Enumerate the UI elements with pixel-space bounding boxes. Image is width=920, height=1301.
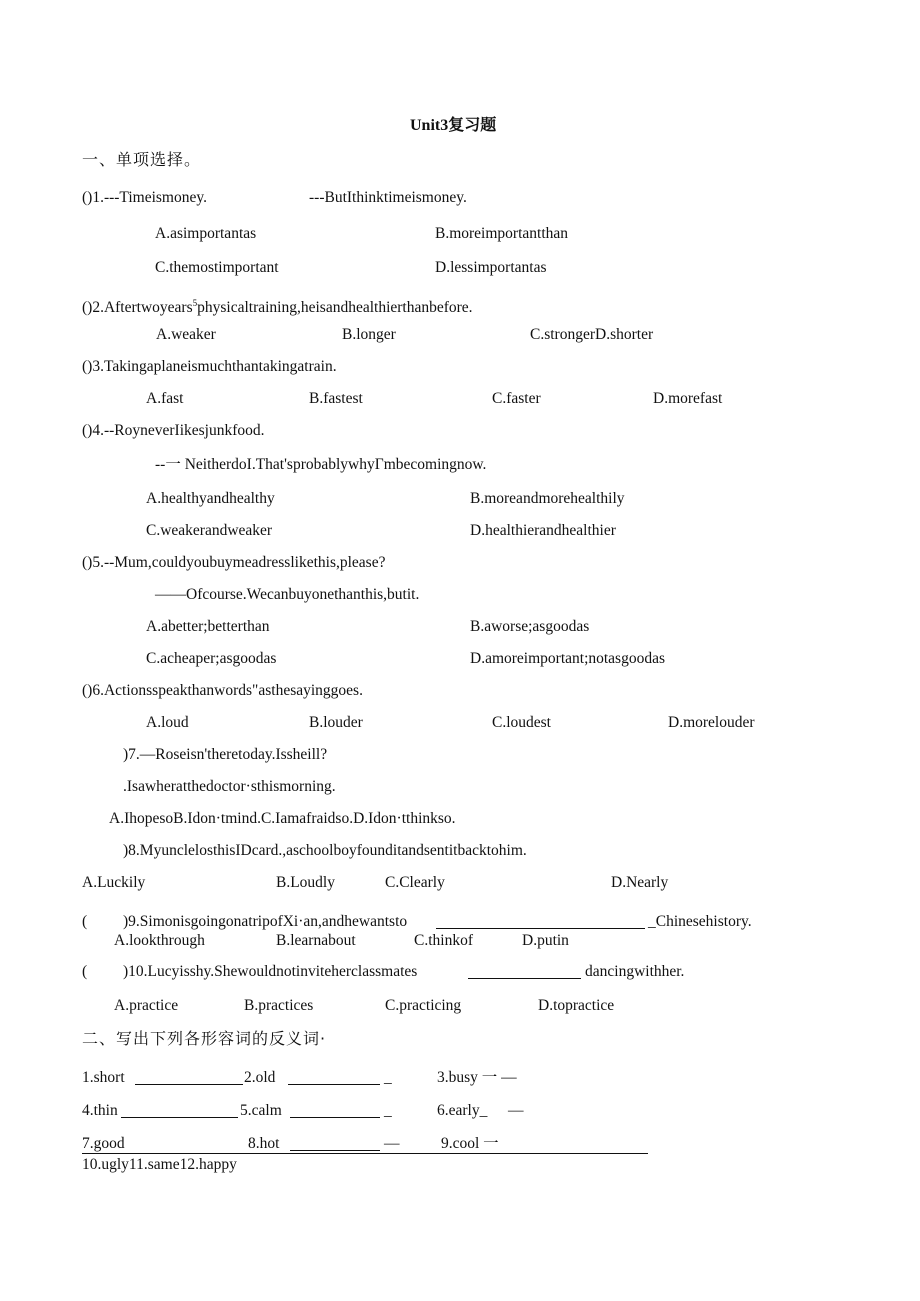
antonym-2-tail: _ [384, 1069, 392, 1086]
q9-option-d: D.putin [522, 932, 569, 949]
q4-option-b: B.moreandmorehealthily [470, 490, 625, 507]
q4-option-a: A.healthyandhealthy [146, 490, 275, 507]
page-title: Unit3复习题 [410, 117, 497, 134]
q4-option-d: D.healthierandhealthier [470, 522, 616, 539]
antonym-5-tail: _ [384, 1102, 392, 1119]
q8-option-c: C.Clearly [385, 874, 445, 891]
q8-stem: )8.MyunclelosthisIDcard.,aschoolboyfounditandsentitbacktohim. [123, 842, 527, 859]
q5-option-b: B.aworse;asgoodas [470, 618, 590, 635]
q10-stem-tail: dancingwithher. [585, 963, 685, 980]
q7-stem: )7.—Roseisn'theretoday.Issheill? [123, 746, 328, 763]
q3-option-a: A.fast [146, 390, 184, 407]
q5-option-a: A.abetter;betterthan [146, 618, 270, 635]
q2-stem [82, 294, 473, 317]
antonym-8-label: 8.hot [248, 1135, 280, 1152]
antonym-8-blank[interactable] [290, 1150, 380, 1151]
q5-stem: ()5.--Mum,couldyoubuymeadresslikethis,please? [82, 554, 386, 571]
antonym-5-blank[interactable] [290, 1117, 380, 1118]
q2-stem-start: ()2.Aftertwoyears [82, 299, 193, 317]
q6-option-d: D.morelouder [668, 714, 755, 731]
q3-option-b: B.fastest [309, 390, 363, 407]
antonym-1-blank[interactable] [135, 1084, 243, 1085]
q9-stem-tail: _Chinesehistory. [648, 913, 752, 930]
antonym-6-tail: — [508, 1102, 524, 1119]
antonym-9-label: 9.cool 一 [441, 1135, 499, 1152]
q1-stem: ()1.---Timeismoney. [82, 189, 207, 206]
q6-option-a: A.loud [146, 714, 189, 731]
q6-option-b: B.louder [309, 714, 363, 731]
q4-reply: --一 NeitherdoI.That'sprobablywhyΓmbecomingnow. [155, 456, 487, 473]
q10-option-a: A.practice [114, 997, 179, 1014]
antonym-2-blank[interactable] [288, 1084, 380, 1085]
q1-reply: ---ButIthinktimeismoney. [309, 189, 467, 206]
q8-option-b: B.Loudly [276, 874, 335, 891]
q9-answer-blank[interactable] [436, 928, 645, 929]
q10-stem: )10.Lucyisshy.Shewouldnotinviteherclassmates [123, 963, 418, 980]
q7-options: A.IhopesoB.Idon·tmind.C.Iamafraidso.D.Idon·tthinkso. [109, 810, 456, 827]
section1-heading: 一、单项选择。 [82, 150, 202, 169]
antonym-5-label: 5.calm [240, 1102, 282, 1119]
q9-option-c: C.thinkof [414, 932, 473, 949]
antonym-6-label: 6.early_ [437, 1102, 488, 1119]
q3-stem: ()3.Takingaplaneismuchthantakingatrain. [82, 358, 337, 375]
q5-option-d: D.amoreimportant;notasgoodas [470, 650, 665, 667]
q2-option-a: A.weaker [156, 326, 216, 343]
antonym-8-tail: — [384, 1135, 400, 1152]
q3-option-d: D.morefast [653, 390, 723, 407]
q1-option-c: C.themostimportant [155, 259, 279, 276]
q9-stem: )9.SimonisgoingonatripofXi·an,andhewantsto [123, 913, 408, 930]
antonym-row3-line[interactable] [82, 1153, 648, 1154]
q4-stem: ()4.--RoyneverIikesjunkfood. [82, 422, 265, 439]
q2-option-b: B.longer [342, 326, 396, 343]
antonym-4-label: 4.thin [82, 1102, 118, 1119]
q10-option-b: B.practices [244, 997, 314, 1014]
q2-stem-end: physicaltraining,heisandhealthierthanbefore. [197, 299, 473, 317]
q10-option-d: D.topractice [538, 997, 615, 1014]
section2-heading: 二、写出下列各形容词的反义词· [82, 1029, 327, 1048]
antonym-1-label: 1.short [82, 1069, 125, 1086]
q2-stem-superscript: 5 [192, 298, 198, 308]
q10-paren: ( [82, 963, 88, 980]
q1-option-a: A.asimportantas [155, 225, 257, 242]
q10-answer-blank[interactable] [468, 978, 581, 979]
q8-option-a: A.Luckily [82, 874, 146, 891]
q6-option-c: C.loudest [492, 714, 551, 731]
q5-option-c: C.acheaper;asgoodas [146, 650, 277, 667]
antonym-7-label: 7.good [82, 1135, 125, 1152]
q8-option-d: D.Nearly [611, 874, 669, 891]
antonym-2-label: 2.old [244, 1069, 276, 1086]
q9-option-b: B.learnabout [276, 932, 356, 949]
q7-reply: .Isawheratthedoctor·sthismorning. [123, 778, 336, 795]
q2-option-cd: C.strongerD.shorter [530, 326, 654, 343]
q5-reply: ——Ofcourse.Wecanbuyonethanthis,butit. [155, 586, 420, 603]
antonym-4-blank[interactable] [121, 1117, 238, 1118]
q9-option-a: A.lookthrough [114, 932, 205, 949]
q6-stem: ()6.Actionsspeakthanwords"asthesayinggoes. [82, 682, 363, 699]
q1-option-d: D.lessimportantas [435, 259, 547, 276]
antonym-10-12-labels: 10.ugly11.same12.happy [82, 1156, 237, 1173]
antonym-3-label: 3.busy 一 — [437, 1069, 517, 1086]
q9-paren: ( [82, 913, 88, 930]
q1-option-b: B.moreimportantthan [435, 225, 569, 242]
q10-option-c: C.practicing [385, 997, 462, 1014]
q3-option-c: C.faster [492, 390, 541, 407]
q4-option-c: C.weakerandweaker [146, 522, 273, 539]
